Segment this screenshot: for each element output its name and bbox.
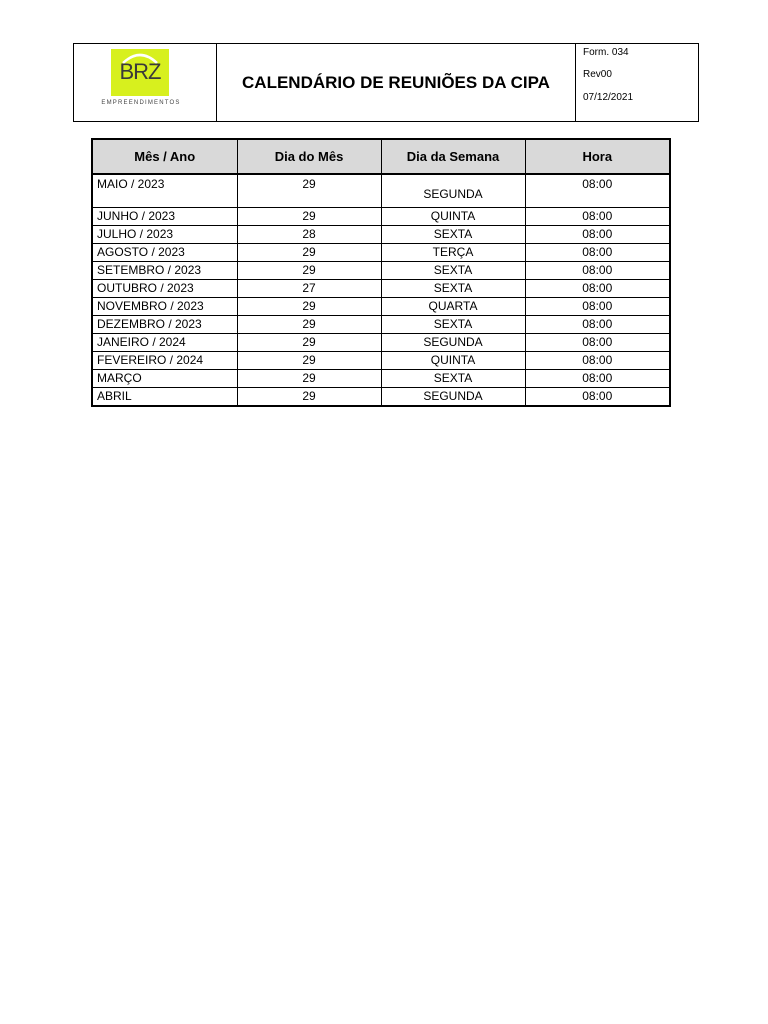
cell-month-year: NOVEMBRO / 2023 bbox=[93, 298, 237, 316]
cell-month-year: MAIO / 2023 bbox=[93, 174, 237, 208]
cell-time: 08:00 bbox=[525, 280, 669, 298]
cell-month-year: MARÇO bbox=[93, 370, 237, 388]
cell-weekday: QUINTA bbox=[381, 208, 525, 226]
cell-day: 29 bbox=[237, 388, 381, 406]
table-row bbox=[93, 388, 669, 406]
logo-mark: BRZ bbox=[119, 59, 161, 84]
cell-month-year: FEVEREIRO / 2024 bbox=[93, 352, 237, 370]
document-date: 07/12/2021 bbox=[583, 92, 634, 103]
cell-weekday: SEXTA bbox=[381, 262, 525, 280]
table-row bbox=[93, 226, 669, 244]
cell-month-year: OUTUBRO / 2023 bbox=[93, 280, 237, 298]
cell-day: 29 bbox=[237, 244, 381, 262]
cell-month-year: JANEIRO / 2024 bbox=[93, 334, 237, 352]
column-header-month-year: Mês / Ano bbox=[93, 140, 237, 174]
cell-day: 29 bbox=[237, 298, 381, 316]
title-cell bbox=[217, 44, 576, 121]
cell-weekday: SEGUNDA bbox=[381, 174, 525, 208]
column-header-day-of-month: Dia do Mês bbox=[237, 140, 381, 174]
cell-day: 27 bbox=[237, 280, 381, 298]
cell-weekday: SEGUNDA bbox=[381, 334, 525, 352]
column-header-time: Hora bbox=[525, 140, 669, 174]
cell-weekday: SEXTA bbox=[381, 226, 525, 244]
document-header bbox=[73, 43, 699, 122]
cell-day: 29 bbox=[237, 208, 381, 226]
table-row bbox=[93, 370, 669, 388]
revision-number: Rev00 bbox=[583, 69, 612, 80]
cell-weekday: QUINTA bbox=[381, 352, 525, 370]
cell-time: 08:00 bbox=[525, 262, 669, 280]
cell-time: 08:00 bbox=[525, 298, 669, 316]
table-row bbox=[93, 298, 669, 316]
column-header-weekday: Dia da Semana bbox=[381, 140, 525, 174]
cell-time: 08:00 bbox=[582, 389, 613, 403]
cell-month-year: JULHO / 2023 bbox=[93, 226, 237, 244]
table-row bbox=[93, 174, 669, 208]
cell-weekday: QUARTA bbox=[381, 298, 525, 316]
cell-time: 08:00 bbox=[525, 352, 669, 370]
cell-day: 29 bbox=[237, 262, 381, 280]
table-header-row bbox=[93, 140, 669, 174]
cell-day: 29 bbox=[237, 334, 381, 352]
table-row bbox=[93, 316, 669, 334]
cell-time: 08:00 bbox=[525, 316, 669, 334]
table-row bbox=[93, 334, 669, 352]
cell-time: 08:00 bbox=[525, 208, 669, 226]
cell-time: 08:00 bbox=[525, 370, 669, 388]
document-title: CALENDÁRIO DE REUNIÕES DA CIPA bbox=[242, 72, 550, 92]
cell-day: 29 bbox=[237, 174, 381, 208]
cell-weekday: SEXTA bbox=[381, 370, 525, 388]
cell-time: 08:00 bbox=[525, 174, 669, 208]
logo-cell bbox=[74, 44, 217, 121]
cell-day: 29 bbox=[237, 316, 381, 334]
cell-day: 29 bbox=[237, 352, 381, 370]
cell-weekday: SEXTA bbox=[381, 280, 525, 298]
table-row bbox=[93, 262, 669, 280]
cell-time: 08:00 bbox=[525, 226, 669, 244]
meta-cell bbox=[576, 44, 698, 121]
cell-day: 28 bbox=[237, 226, 381, 244]
logo-subtitle: EMPREENDIMENTOS bbox=[101, 100, 181, 106]
cell-weekday: TERÇA bbox=[381, 244, 525, 262]
cell-month-year: JUNHO / 2023 bbox=[93, 208, 237, 226]
cell-month-year: DEZEMBRO / 2023 bbox=[93, 316, 237, 334]
cell-weekday: SEGUNDA bbox=[381, 388, 525, 406]
form-number: Form. 034 bbox=[583, 47, 629, 58]
table-row bbox=[93, 280, 669, 298]
brz-logo bbox=[111, 49, 169, 96]
table-row bbox=[93, 244, 669, 262]
cell-day: 29 bbox=[237, 370, 381, 388]
cell-time: 08:00 bbox=[525, 244, 669, 262]
cell-month-year: ABRIL bbox=[93, 388, 237, 406]
table-row bbox=[93, 208, 669, 226]
table-row bbox=[93, 352, 669, 370]
meeting-calendar-table bbox=[91, 138, 671, 407]
cell-month-year: SETEMBRO / 2023 bbox=[93, 262, 237, 280]
cell-weekday: SEXTA bbox=[381, 316, 525, 334]
cell-time: 08:00 bbox=[525, 334, 669, 352]
cell-month-year: AGOSTO / 2023 bbox=[93, 244, 237, 262]
